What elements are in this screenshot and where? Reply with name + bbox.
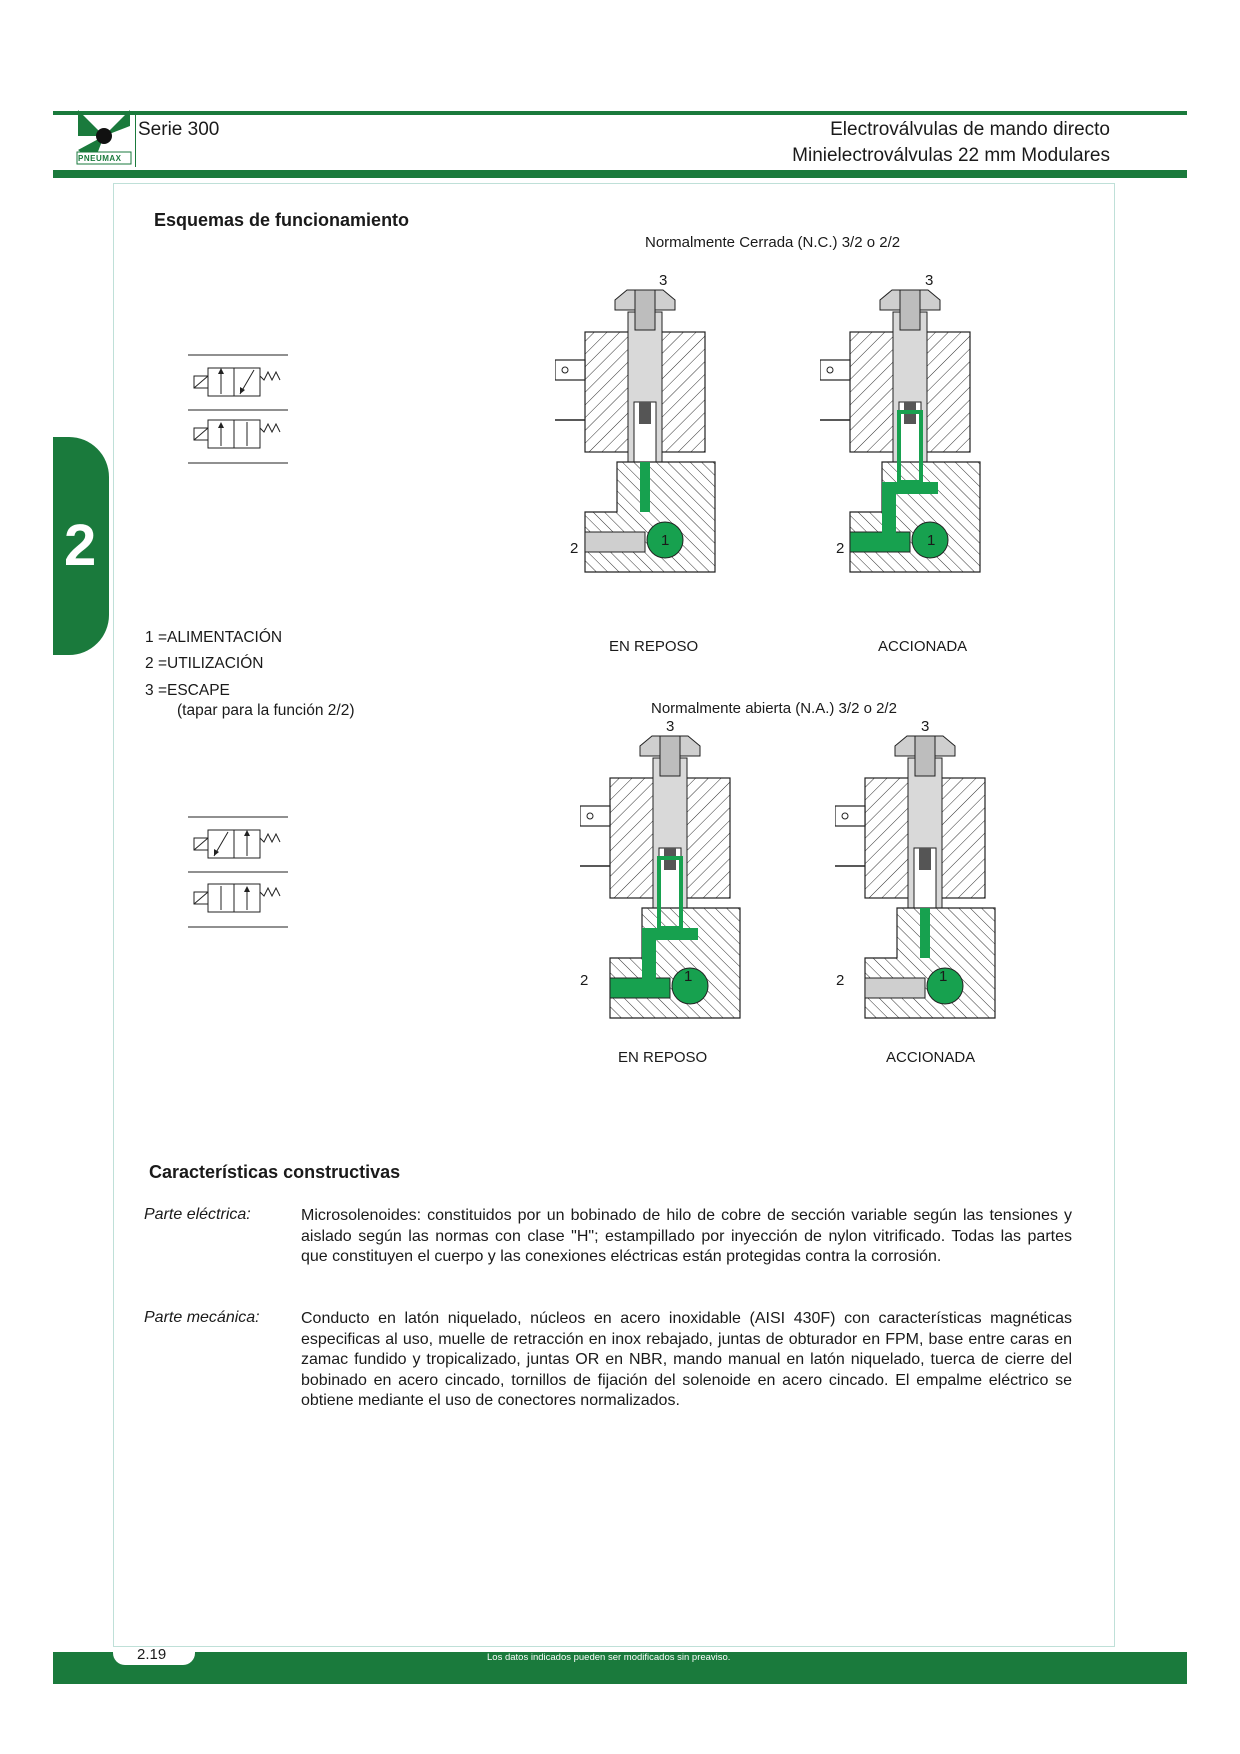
na-symbol-32 xyxy=(188,816,288,928)
nc-valve-rest xyxy=(555,282,735,582)
legend-note: (tapar para la función 2/2) xyxy=(177,702,355,719)
nc-valve-active xyxy=(820,282,1000,582)
header-title-line1: Electroválvulas de mando directo xyxy=(830,119,1110,140)
na-caption: Normalmente abierta (N.A.) 3/2 o 2/2 xyxy=(651,700,897,717)
legend-item-1: 1 =ALIMENTACIÓN xyxy=(145,629,283,646)
mechanical-label: Parte mecánica: xyxy=(144,1309,260,1326)
na-valve-rest xyxy=(580,728,760,1028)
na-rest-label: EN REPOSO xyxy=(618,1049,708,1066)
header-top-rule xyxy=(53,111,1187,115)
legend-item-3: 3 =ESCAPE xyxy=(145,682,230,699)
na-rest-port-3: 3 xyxy=(666,718,675,735)
header-title-line2: Minielectroválvulas 22 mm Modulares xyxy=(792,145,1110,166)
nc-rest-port-1: 1 xyxy=(661,532,670,549)
nc-symbol-32 xyxy=(188,354,288,464)
na-active-port-3: 3 xyxy=(921,718,930,735)
footer-note: Los datos indicados pueden ser modificados sin preaviso. xyxy=(487,1652,731,1663)
na-active-label: ACCIONADA xyxy=(886,1049,976,1066)
na-valve-active xyxy=(835,728,1015,1028)
na-rest-port-2: 2 xyxy=(580,972,589,989)
electrical-label: Parte eléctrica: xyxy=(144,1206,251,1223)
schemes-title: Esquemas de funcionamiento xyxy=(154,210,410,230)
nc-active-port-3: 3 xyxy=(925,272,934,289)
nc-caption: Normalmente Cerrada (N.C.) 3/2 o 2/2 xyxy=(645,234,901,251)
characteristics-title: Características constructivas xyxy=(149,1162,401,1182)
nc-active-label: ACCIONADA xyxy=(878,638,968,655)
mechanical-text: Conducto en latón niquelado, núcleos en acero inoxidable (AISI 430F) con características magnéticas especificas al uso, muelle de retracción en inox rebajado, juntas de obturador en FPM, base entre caras en zamac fundido y tropicalizado, juntas OR en NBR, mando manual en latón niquelado, tuerca de cierre del bobinado en acero cincado, tornillos de fijación del solenoide en acero cincado. El empalme eléctrico se obtiene mediante el uso de conectores normalizados. xyxy=(301,1310,1072,1409)
nc-rest-label: EN REPOSO xyxy=(609,638,699,655)
logo-divider xyxy=(135,111,136,167)
na-rest-port-1: 1 xyxy=(684,968,693,985)
nc-active-port-1: 1 xyxy=(927,532,936,549)
header-bottom-rule xyxy=(53,170,1187,178)
na-active-port-2: 2 xyxy=(836,972,845,989)
nc-rest-port-2: 2 xyxy=(570,540,579,557)
page-number: 2.19 xyxy=(137,1646,167,1663)
nc-active-port-2: 2 xyxy=(836,540,845,557)
header-series: Serie 300 xyxy=(138,119,220,140)
nc-rest-port-3: 3 xyxy=(659,272,668,289)
logo-text: PNEUMAX xyxy=(78,154,122,163)
chapter-number: 2 xyxy=(64,513,97,578)
electrical-text: Microsolenoides: constituidos por un bobinado de hilo de cobre de sección variable según las tensiones y aislado según las normas con clase "H"; estampillado por inyección de nylon vitrificado. Todas las partes que constituyen el cuerpo y las conexiones eléctricas están protegidas contra la corrosión. xyxy=(301,1207,1072,1265)
legend-item-2: 2 =UTILIZACIÓN xyxy=(145,655,264,672)
na-active-port-1: 1 xyxy=(939,968,948,985)
